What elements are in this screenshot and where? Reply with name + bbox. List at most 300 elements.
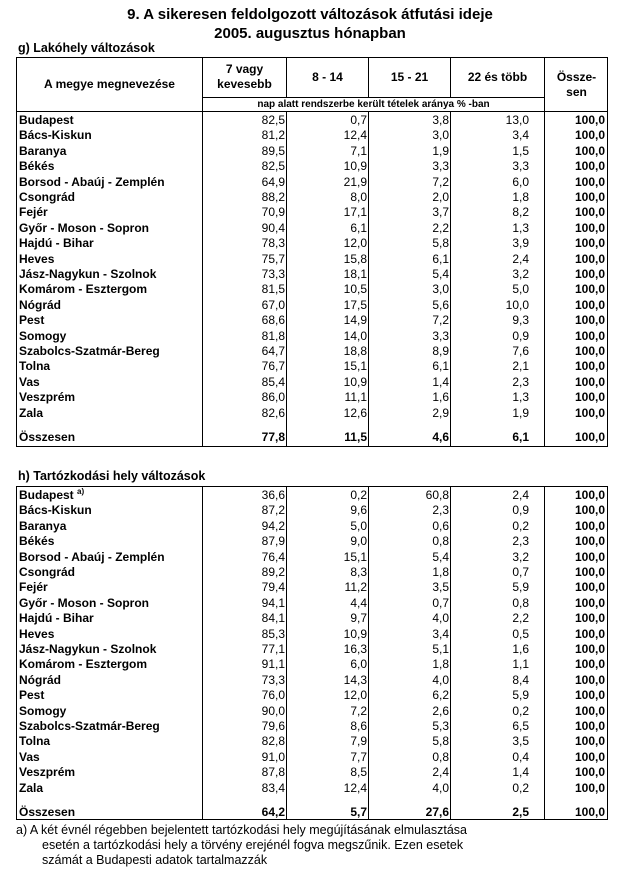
county-name: Vas: [19, 374, 40, 389]
value-cell: 0,2: [512, 518, 529, 533]
footnote-line1: a) A két évnél régebben bejelentett tartózkodási hely megújításának elmulasztása: [16, 823, 467, 837]
header-col1: 7 vagy kevesebb: [202, 57, 286, 97]
value-cell: 81,5: [261, 282, 285, 297]
value-cell: 0,6: [432, 518, 449, 533]
value-cell: 100,0: [574, 220, 605, 235]
value-cell: 1,8: [512, 190, 529, 204]
table-row: [17, 704, 607, 719]
value-cell: 2,4: [512, 251, 529, 266]
value-cell: 100,0: [574, 236, 605, 251]
county-name: Bács-Kiskun: [19, 128, 92, 143]
value-cell: 87,9: [261, 534, 285, 549]
value-cell: 8,6: [350, 719, 367, 733]
county-name: Vas: [19, 749, 40, 764]
value-cell: 68,6: [261, 313, 285, 328]
section-h-title: h) Tartózkodási hely változások: [18, 469, 206, 483]
county-name: Bács-Kiskun: [19, 503, 92, 518]
value-cell: 0,7: [350, 113, 367, 127]
value-cell: 100,0: [574, 267, 605, 281]
value-cell: 4,0: [432, 780, 449, 795]
total-value-cell: 77,8: [261, 430, 285, 444]
value-cell: 100,0: [574, 749, 605, 764]
value-cell: 0,9: [512, 328, 529, 343]
value-cell: 100,0: [574, 374, 605, 389]
value-cell: 0,8: [432, 534, 449, 549]
header-subheader: nap alatt rendszerbe került tételek aránya % -ban: [202, 97, 544, 111]
total-value-cell: 11,5: [344, 430, 367, 444]
table-row: [17, 488, 607, 503]
value-cell: 2,0: [432, 190, 449, 204]
county-name: Veszprém: [19, 390, 76, 405]
value-cell: 11,1: [344, 390, 367, 405]
value-cell: 82,6: [261, 405, 285, 420]
table-row: [17, 221, 607, 236]
value-cell: 89,5: [261, 143, 285, 158]
table-row: [17, 128, 607, 143]
value-cell: 100,0: [574, 488, 605, 502]
total-value-cell: 27,6: [425, 805, 449, 819]
county-name: Borsod - Abaúj - Zemplén: [19, 549, 165, 564]
county-name: Jász-Nagykun - Szolnok: [19, 642, 157, 656]
value-cell: 4,0: [432, 672, 449, 687]
header-col5: Össze-sen: [544, 57, 608, 112]
table-row: [17, 329, 607, 344]
value-cell: 100,0: [574, 657, 605, 672]
value-cell: 76,0: [261, 688, 285, 703]
value-cell: 3,3: [432, 328, 449, 343]
value-cell: 100,0: [574, 780, 605, 795]
value-cell: 100,0: [574, 128, 605, 143]
total-value-cell: 100,0: [574, 805, 605, 819]
table-row: [17, 565, 607, 580]
total-label: Összesen: [19, 805, 76, 819]
page-title: 9. A sikeresen feldolgozott változások átfutási ideje: [127, 6, 493, 23]
value-cell: 2,3: [512, 534, 529, 549]
value-cell: 100,0: [574, 328, 605, 343]
value-cell: 79,4: [261, 580, 285, 595]
value-cell: 100,0: [574, 672, 605, 687]
header-county: A megye megnevezése: [16, 57, 202, 112]
value-cell: 7,1: [350, 143, 367, 158]
value-cell: 64,7: [261, 344, 285, 358]
value-cell: 7,2: [350, 703, 367, 718]
table-row: [17, 642, 607, 657]
value-cell: 2,1: [512, 359, 529, 374]
county-name: Veszprém: [19, 765, 76, 780]
value-cell: 3,0: [432, 282, 449, 297]
value-cell: 100,0: [574, 359, 605, 374]
value-cell: 83,4: [261, 780, 285, 795]
county-name: Jász-Nagykun - Szolnok: [19, 267, 157, 281]
value-cell: 8,2: [512, 205, 529, 220]
value-cell: 8,5: [350, 765, 367, 780]
value-cell: 1,3: [512, 390, 529, 405]
value-cell: 0,7: [432, 595, 449, 610]
table-row: [17, 313, 607, 328]
value-cell: 1,9: [432, 143, 449, 158]
value-cell: 1,8: [432, 565, 449, 579]
value-cell: 7,2: [432, 174, 449, 189]
value-cell: 3,2: [512, 267, 529, 281]
value-cell: 6,0: [512, 174, 529, 189]
value-cell: 100,0: [574, 313, 605, 328]
value-cell: 82,5: [261, 159, 285, 174]
value-cell: 84,1: [261, 611, 285, 626]
value-cell: 6,5: [512, 719, 529, 733]
value-cell: 100,0: [574, 580, 605, 595]
value-cell: 89,2: [261, 565, 285, 579]
total-value-cell: 5,7: [350, 805, 367, 819]
value-cell: 14,9: [343, 313, 367, 328]
county-name: Nógrád: [19, 672, 61, 687]
county-name: Hajdú - Bihar: [19, 236, 94, 251]
value-cell: 5,9: [512, 580, 529, 595]
value-cell: 9,3: [512, 313, 529, 328]
table-row: [17, 175, 607, 190]
value-cell: 9,0: [350, 534, 367, 549]
value-cell: 15,1: [343, 549, 367, 564]
value-cell: 78,3: [261, 236, 285, 251]
county-name: Csongrád: [19, 565, 76, 579]
county-name: Somogy: [19, 328, 67, 343]
value-cell: 2,2: [512, 611, 529, 626]
value-cell: 100,0: [574, 626, 605, 641]
value-cell: 5,8: [432, 236, 449, 251]
value-cell: 1,9: [512, 405, 529, 420]
table-row: [17, 657, 607, 672]
value-cell: 6,0: [350, 657, 367, 672]
value-cell: 87,8: [261, 765, 285, 780]
table-row: [17, 580, 607, 595]
value-cell: 87,2: [261, 503, 285, 518]
value-cell: 100,0: [574, 251, 605, 266]
value-cell: 5,4: [432, 549, 449, 564]
table-row: [17, 719, 607, 734]
value-cell: 1,6: [512, 642, 529, 656]
value-cell: 2,4: [432, 765, 449, 780]
county-name: Nógrád: [19, 297, 61, 312]
value-cell: 81,2: [261, 128, 285, 143]
value-cell: 12,4: [343, 128, 367, 143]
value-cell: 3,5: [432, 580, 449, 595]
value-cell: 5,0: [512, 282, 529, 297]
table-row: [17, 534, 607, 549]
value-cell: 5,3: [432, 719, 449, 733]
value-cell: 90,0: [261, 703, 285, 718]
value-cell: 2,3: [432, 503, 449, 518]
value-cell: 77,1: [261, 642, 285, 656]
value-cell: 1,5: [512, 143, 529, 158]
county-name: Békés: [19, 534, 55, 549]
table-row: [17, 519, 607, 534]
value-cell: 100,0: [574, 549, 605, 564]
value-cell: 12,4: [343, 780, 367, 795]
table-row: [17, 503, 607, 518]
value-cell: 6,2: [432, 688, 449, 703]
value-cell: 6,1: [350, 220, 367, 235]
county-name: Hajdú - Bihar: [19, 611, 94, 626]
value-cell: 100,0: [574, 205, 605, 220]
value-cell: 7,6: [512, 344, 529, 358]
county-name: Baranya: [19, 143, 67, 158]
county-name: Komárom - Esztergom: [19, 657, 148, 672]
table-row: [17, 688, 607, 703]
value-cell: 64,9: [261, 174, 285, 189]
footnote-line3: számát a Budapesti adatok tartalmazzák: [42, 853, 268, 867]
value-cell: 10,5: [343, 282, 367, 297]
value-cell: 7,7: [350, 749, 367, 764]
value-cell: 7,2: [432, 313, 449, 328]
value-cell: 90,4: [261, 220, 285, 235]
value-cell: 9,6: [350, 503, 367, 518]
county-name: Budapest: [19, 113, 74, 127]
value-cell: 60,8: [425, 488, 449, 502]
value-cell: 0,2: [512, 703, 529, 718]
table-row: [17, 550, 607, 565]
value-cell: 4,4: [350, 595, 367, 610]
value-cell: 100,0: [574, 344, 605, 358]
total-value-cell: 64,2: [261, 805, 285, 819]
county-name: Zala: [19, 780, 44, 795]
value-cell: 17,5: [343, 297, 367, 312]
value-cell: 100,0: [574, 611, 605, 626]
value-cell: 8,0: [350, 190, 367, 204]
value-cell: 12,0: [343, 236, 367, 251]
header-col4: 22 és több: [450, 57, 544, 97]
value-cell: 14,0: [343, 328, 367, 343]
county-name: Békés: [19, 159, 55, 174]
table-row: [17, 734, 607, 749]
value-cell: 100,0: [574, 143, 605, 158]
value-cell: 100,0: [574, 159, 605, 174]
value-cell: 100,0: [574, 688, 605, 703]
value-cell: 17,1: [343, 205, 367, 220]
value-cell: 94,2: [261, 518, 285, 533]
value-cell: 5,1: [432, 642, 449, 656]
value-cell: 9,7: [350, 611, 367, 626]
value-cell: 100,0: [574, 595, 605, 610]
county-name: Tolna: [19, 734, 51, 749]
total-value-cell: 4,6: [432, 430, 449, 444]
value-cell: 2,2: [432, 220, 449, 235]
table-row: [17, 282, 607, 297]
value-cell: 11,2: [344, 580, 367, 595]
value-cell: 79,6: [261, 719, 285, 733]
value-cell: 12,0: [343, 688, 367, 703]
table-row: [17, 750, 607, 765]
county-name: Pest: [19, 688, 45, 703]
value-cell: 5,6: [432, 297, 449, 312]
table-row: [17, 159, 607, 174]
value-cell: 100,0: [574, 190, 605, 204]
value-cell: 76,4: [261, 549, 285, 564]
value-cell: 18,8: [343, 344, 367, 358]
county-name: Heves: [19, 251, 55, 266]
table-row: [17, 596, 607, 611]
value-cell: 18,1: [343, 267, 367, 281]
value-cell: 21,9: [343, 174, 367, 189]
value-cell: 100,0: [574, 534, 605, 549]
value-cell: 3,4: [432, 626, 449, 641]
header-col3: 15 - 21: [368, 57, 450, 97]
value-cell: 100,0: [574, 518, 605, 533]
value-cell: 3,8: [432, 113, 449, 127]
value-cell: 100,0: [574, 719, 605, 733]
county-name: Szabolcs-Szatmár-Bereg: [19, 719, 160, 733]
value-cell: 10,0: [505, 297, 529, 312]
table-tartozkodasi: [16, 486, 608, 820]
value-cell: 3,5: [512, 734, 529, 749]
value-cell: 100,0: [574, 565, 605, 579]
county-name: Tolna: [19, 359, 51, 374]
county-name: Somogy: [19, 703, 67, 718]
value-cell: 10,9: [343, 159, 367, 174]
value-cell: 5,9: [512, 688, 529, 703]
table-row: [17, 205, 607, 220]
value-cell: 100,0: [574, 734, 605, 749]
table-row: [17, 344, 607, 359]
table-row: [17, 298, 607, 313]
value-cell: 94,1: [261, 595, 285, 610]
value-cell: 1,8: [432, 657, 449, 672]
county-name: Győr - Moson - Sopron: [19, 595, 149, 610]
county-name: Budapest $^{a)}$: [19, 487, 85, 502]
value-cell: 1,6: [432, 390, 449, 405]
value-cell: 12,6: [343, 405, 367, 420]
value-cell: 6,1: [432, 251, 449, 266]
table-row: [17, 627, 607, 642]
county-name: Fejér: [19, 580, 48, 595]
value-cell: 1,1: [512, 657, 529, 672]
value-cell: 82,8: [261, 734, 285, 749]
value-cell: 2,9: [432, 405, 449, 420]
county-name: Csongrád: [19, 190, 76, 204]
table-row: [17, 236, 607, 251]
value-cell: 73,3: [261, 672, 285, 687]
table-row: [17, 359, 607, 374]
table-row: [17, 375, 607, 390]
table-row: [17, 406, 607, 421]
total-value-cell: 6,1: [512, 430, 529, 444]
value-cell: 0,8: [512, 595, 529, 610]
county-name: Szabolcs-Szatmár-Bereg: [19, 344, 160, 358]
value-cell: 5,4: [432, 267, 449, 281]
value-cell: 8,9: [432, 344, 449, 358]
footnote-line2: esetén a tartózkodási hely a törvény erejénél fogva megszűnik. Ezen esetek: [42, 838, 464, 852]
footnote-marker: a): [77, 487, 85, 496]
page-subtitle: 2005. augusztus hónapban: [214, 25, 406, 42]
county-name: Győr - Moson - Sopron: [19, 220, 149, 235]
value-cell: 100,0: [574, 174, 605, 189]
county-name: Heves: [19, 626, 55, 641]
value-cell: 13,0: [505, 113, 529, 127]
table-lakohely: [16, 111, 608, 447]
value-cell: 91,1: [261, 657, 285, 672]
table-row: [17, 765, 607, 780]
value-cell: 4,0: [432, 611, 449, 626]
value-cell: 7,9: [350, 734, 367, 749]
value-cell: 1,4: [432, 374, 449, 389]
county-name: Fejér: [19, 205, 48, 220]
value-cell: 85,4: [261, 374, 285, 389]
value-cell: 100,0: [574, 297, 605, 312]
value-cell: 75,7: [261, 251, 285, 266]
value-cell: 1,3: [512, 220, 529, 235]
value-cell: 3,4: [512, 128, 529, 143]
value-cell: 0,9: [512, 503, 529, 518]
value-cell: 0,7: [512, 565, 529, 579]
county-name: Baranya: [19, 518, 67, 533]
value-cell: 5,8: [432, 734, 449, 749]
value-cell: 0,4: [512, 749, 529, 764]
total-row: [17, 430, 607, 445]
table-row: [17, 673, 607, 688]
value-cell: 100,0: [574, 703, 605, 718]
value-cell: 88,2: [261, 190, 285, 204]
value-cell: 15,1: [343, 359, 367, 374]
total-value-cell: 2,5: [512, 805, 529, 819]
county-name: Borsod - Abaúj - Zemplén: [19, 174, 165, 189]
value-cell: 0,8: [432, 749, 449, 764]
total-value-cell: 100,0: [574, 430, 605, 444]
total-row: [17, 805, 607, 820]
value-cell: 10,9: [343, 626, 367, 641]
value-cell: 3,9: [512, 236, 529, 251]
table-row: [17, 190, 607, 205]
value-cell: 100,0: [574, 282, 605, 297]
value-cell: 1,4: [512, 765, 529, 780]
value-cell: 82,5: [261, 113, 285, 127]
value-cell: 76,7: [261, 359, 285, 374]
table-row: [17, 611, 607, 626]
value-cell: 70,9: [261, 205, 285, 220]
table-row: [17, 267, 607, 282]
value-cell: 100,0: [574, 503, 605, 518]
header-col2: 8 - 14: [286, 57, 368, 97]
county-name: Komárom - Esztergom: [19, 282, 148, 297]
value-cell: 14,3: [343, 672, 367, 687]
table-header: [16, 57, 608, 112]
value-cell: 86,0: [261, 390, 285, 405]
value-cell: 10,9: [343, 374, 367, 389]
county-name: Pest: [19, 313, 45, 328]
value-cell: 73,3: [261, 267, 285, 281]
value-cell: 3,2: [512, 549, 529, 564]
value-cell: 2,3: [512, 374, 529, 389]
value-cell: 2,4: [512, 488, 529, 502]
value-cell: 3,3: [432, 159, 449, 174]
value-cell: 2,6: [432, 703, 449, 718]
value-cell: 8,3: [350, 565, 367, 579]
value-cell: 0,5: [512, 626, 529, 641]
total-label: Összesen: [19, 430, 76, 444]
table-row: [17, 113, 607, 128]
value-cell: 5,0: [350, 518, 367, 533]
table-row: [17, 144, 607, 159]
value-cell: 6,1: [432, 359, 449, 374]
value-cell: 3,0: [432, 128, 449, 143]
value-cell: 8,4: [512, 672, 529, 687]
value-cell: 100,0: [574, 390, 605, 405]
value-cell: 100,0: [574, 405, 605, 420]
value-cell: 3,3: [512, 159, 529, 174]
value-cell: 100,0: [574, 765, 605, 780]
county-name: Zala: [19, 405, 44, 420]
value-cell: 81,8: [261, 328, 285, 343]
table-row: [17, 252, 607, 267]
value-cell: 91,0: [261, 749, 285, 764]
value-cell: 100,0: [574, 642, 605, 656]
